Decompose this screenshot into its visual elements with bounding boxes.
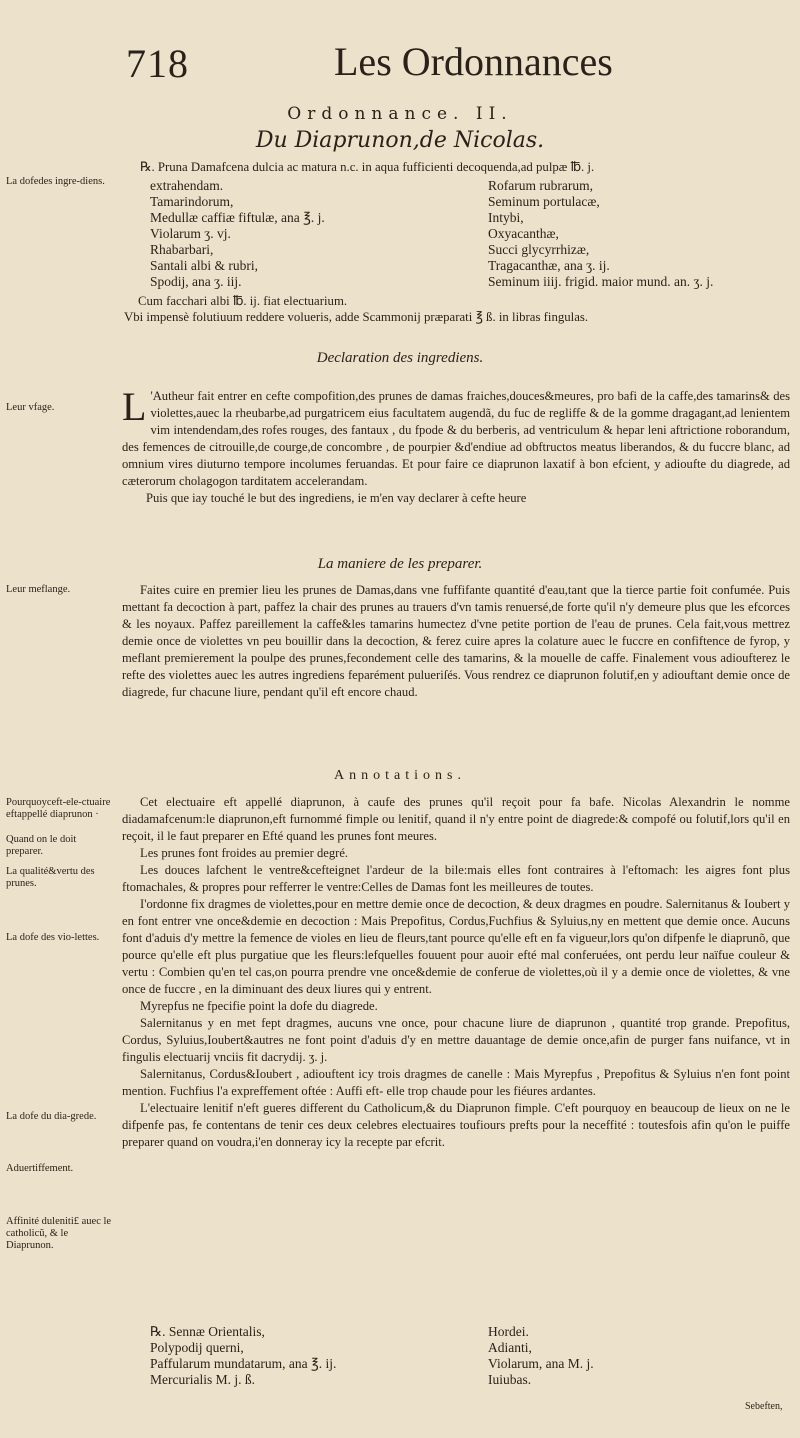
catchword: Sebeften, (745, 1401, 783, 1412)
margin-note-usage: Leur vfage. (6, 402, 55, 413)
declaration-closing: Puis que iay touché le but des ingrediens, ie m'en vay declarer à cefte heure (146, 491, 527, 505)
recipe1-left-item: Santali albi & rubri, (150, 258, 258, 273)
recipe1-right-item: Succi glycyrrhizæ, (488, 242, 590, 257)
margin-note-dose-diagrede: La dofe du dia-grede. (6, 1111, 97, 1122)
margin-note-quand: Quand on le doit preparer. (6, 834, 77, 857)
margin-note-violettes: La dofe des vio-lettes. (6, 932, 100, 943)
margin-note-advertissement: Aduertiffement. (6, 1163, 74, 1174)
annotation-paragraph: Myrepfus ne fpecifie point la dofe du diagrede. (140, 999, 378, 1013)
recipe1-closing2: Vbi impensè folutiuum reddere volueris, adde Scammonij præparati ℥ ß. in libras fingulas. (124, 310, 589, 324)
dropcap-letter: L (122, 384, 147, 429)
declaration-title: Declaration des ingrediens. (316, 350, 484, 366)
maniere-text: Faites cuire en premier lieu les prunes de Damas,dans vne fuffifante quantité d'eau,tant que la tierce partie foit confumée. Puis mettant fa decoction à part, paffez la chair des prunes au trauers d'vn tamis renuersé,de forte qu'il n'y demeure plus que les efcorces & les noyaux. Paffez pareillement la caffe&les tamarins humectez d'vne petite portion de l'eau de prunes. Cela fait,vous mettrez demie once de violettes vn peu bouillir dans la decoction, & ferez cuire apres la colature auec le fuccre en confiftence de fyrop, y meflant premierement la poulpe des prunes,fecondement celle des tamarins, & la mouelle de caffe. Finalement vous adioufterez le refte des violettes auec les autres ingrediens feparément pulueriſés. Vous rendrez ce diaprunon folutif,en y adiouftant demie once de diagrede, fur chacune liure, pendant qu'il eft encore chaud. (122, 583, 790, 699)
recipe2-left-column (150, 1324, 336, 1388)
annotations-title: Annotations. (334, 768, 466, 783)
declaration-text: 'Autheur fait entrer en cefte compofition,des prunes de damas fraiches,douces&meures, pro bafi de la caffe,des tamarins& des violettes,auec la rheubarbe,ad purgatricem eius facultatem augendã, du fuc de regliffe & de la gomme dragagant,ad lenientem vim intendendam,des rofes rouges, des fantaux , du fpode & du berberis, ad ventriculum & hepar leni aftrictione roborandum, des femences de citrouille,de courge,de concombre , de pourpier &d'endiue ad obftructos meatus liberandos, & du fuccre blanc, ad omnium vires diuturno tempore incolumes feruandas. Et pour faire ce diaprunon laxatif à bon efcient, y adioufte du diagrede, ad cæterorum cholagogon tarditatem accelerandam. (122, 389, 790, 488)
recipe2-left-item: Polypodij querni, (150, 1340, 244, 1355)
recipe1-intro: ℞. Pruna Damafcena dulcia ac matura n.c. in aqua fufficienti decoquenda,ad pulpæ ℔. j. (140, 160, 595, 174)
recipe2-left-item: ℞. Sennæ Orientalis, (150, 1324, 265, 1339)
declaration-paragraph (122, 384, 790, 507)
annotation-paragraph: Salernitanus y en met fept dragmes, aucuns vne once, pour chacune liure de diaprunon , quantité trop grande. Prepofitus, Cordus, Syluius,Ioubert&autres ne font point d'aduis d'y en mettre dauantage de demie once,afin de purger fans nuifance, vt in fingulis electuarij vnciis fit dacrydij. ʒ. j. (122, 1016, 790, 1064)
margin-note-appel: Pourquoyceft-ele-ctuaire eftappellé diaprunon · (6, 797, 111, 820)
recipe1-right-item: Seminum portulacæ, (488, 194, 600, 209)
margin-note-affinite: Affinité duleniti£ auec le catholicũ, & le Diaprunon. (6, 1216, 112, 1251)
recipe1-left-item: Medullæ caffiæ fiftulæ, ana ℥. j. (150, 210, 325, 225)
margin-note-qualite: La qualité&vertu des prunes. (6, 866, 95, 889)
recipe2-left-item: Paffularum mundatarum, ana ℥. ij. (150, 1356, 337, 1371)
recipe2-right-item: Hordei. (488, 1324, 529, 1339)
recipe1-right-column (488, 178, 713, 290)
recipe1-right-item: Intybi, (488, 210, 524, 225)
maniere-title: La maniere de les preparer. (317, 556, 483, 572)
recipe2-right-item: Violarum, ana M. j. (488, 1356, 594, 1371)
annotation-paragraph: Cet electuaire eft appellé diaprunon, à caufe des prunes qu'il reçoit pour fa bafe. Nicolas Alexandrin le nomme diadamafcenum:le diaprunon,eft furnommé fimple ou lenitif, quand il n'y entre point de diagrede:& compofé ou folutif,lors qu'il en reçoit, il le faut preparer en Efté quand les prunes font meures. (122, 795, 790, 843)
recipe1-left-item: extrahendam. (150, 178, 224, 193)
running-title: Les Ordonnances (334, 39, 613, 84)
recipe1-right-item: Oxyacanthæ, (488, 226, 559, 241)
recipe1-left-item: Spodij, ana ʒ. iij. (150, 274, 242, 289)
recipe2-right-item: Adianti, (488, 1340, 532, 1355)
annotation-paragraph: Les douces lafchent le ventre&cefteignet l'ardeur de la bile:mais elles font contraires à l'eftomach: les aigres font plus ftomachales, & propres pour refferrer le ventre:Celles de Damas font les meilleures de toutes. (122, 863, 790, 894)
recipe1-left-column (150, 178, 325, 290)
annotation-paragraph: L'electuaire lenitif n'eft gueres different du Catholicum,& du Diaprunon fimple. C'eft pourquoy en beaucoup de lieux on ne le difpenfe pas, fe contentans de tenir ces deux celebres electuaires toufiours prefts pour la neceffité : toutesfois afin qu'on le puiffe preparer quand on voudra,i'en donneray icy la recepte par efcrit. (122, 1101, 790, 1149)
recipe1-left-item: Violarum ʒ. vj. (150, 226, 231, 241)
annotation-paragraph: I'ordonne fix dragmes de violettes,pour en mettre demie once de decoction, & deux dragmes en poudre. Salernitanus & Ioubert y en font entrer vne once&demie en decoction : Mais Prepofitus, Cordus,Fuchfius & Syluius,ny en mettent que demie once. Aucuns font d'aduis d'y mettre la femence de violes en lieu de fleurs,tant pource qu'elle eft en fa vigueur,lors qu'on difpenfe le diaprunõ, que pource qu'elle eft plus purgatiue que les fleurs:lefquelles fouuent pour auoir efté mal conferuées, ont perdu leur naïfue couleur & vertu : Combien qu'en tel cas,on pourra prendre vne once&demie de conferue de violettes,où il y a demie once de violettes, & vne once de fuccre , en la diminuant des deux liures qui y entrent. (122, 897, 790, 996)
running-head (0, 34, 800, 94)
ordonnance-heading: Ordonnance. II. (287, 104, 513, 124)
recipe1-left-item: Rhabarbari, (150, 242, 214, 257)
recipe1-left-item: Tamarindorum, (150, 194, 234, 209)
maniere-paragraph (122, 582, 790, 701)
recipe1-closing1: Cum facchari albi ℔. ij. fiat electuarium. (138, 294, 348, 308)
recipe2-right-column (488, 1324, 594, 1388)
ordonnance-subtitle: Du Diaprunon,de Nicolas. (255, 128, 545, 153)
annotation-paragraph: Les prunes font froides au premier degré. (140, 846, 349, 860)
annotation-paragraph: Salernitanus, Cordus&Ioubert , adiouftent icy trois dragmes de canelle : Mais Myrepfus , Prepofitus & Syluius n'en font point mention. Fuchfius l'a expreffement oftée : Auffi eft- elle trop chaude pour les fiéures ardantes. (122, 1067, 790, 1098)
margin-note-melange: Leur meflange. (6, 584, 71, 595)
page-number: 718 (126, 41, 189, 86)
recipe1-right-item: Tragacanthæ, ana ʒ. ij. (488, 258, 610, 273)
recipe1-right-item: Rofarum rubrarum, (488, 178, 593, 193)
recipe2-right-item: Iuiubas. (488, 1372, 532, 1387)
recipe1-right-item: Seminum iiij. frigid. maior mund. an. ʒ. j. (488, 274, 714, 289)
margin-note-doses: La dofedes ingre-diens. (6, 176, 105, 187)
annotations-body (122, 794, 790, 1151)
recipe2-left-item: Mercurialis M. j. ß. (150, 1372, 255, 1387)
